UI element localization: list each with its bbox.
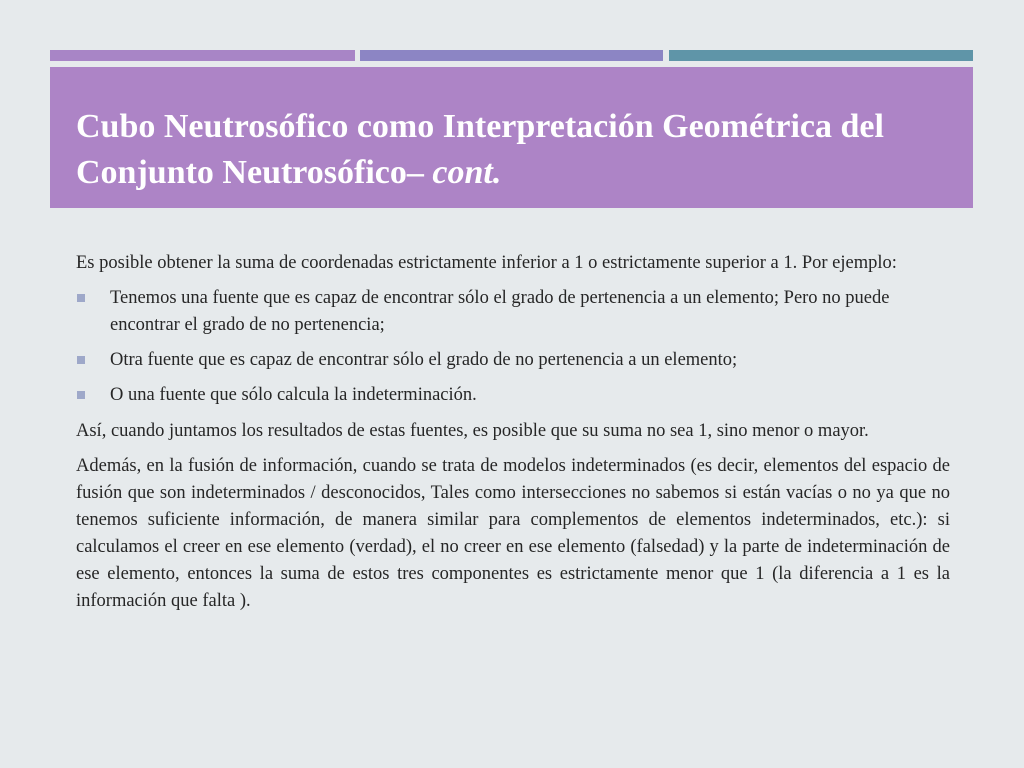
top-bar-3 [669, 50, 973, 61]
square-bullet-icon [77, 356, 85, 364]
decorative-top-bars [50, 50, 973, 61]
bullet-item [76, 347, 950, 374]
square-bullet-icon [77, 294, 85, 302]
top-bar-1 [50, 50, 355, 61]
intro-paragraph: Es posible obtener la suma de coordenadas estrictamente inferior a 1 o estrictamente superior a 1. Por ejemplo: [76, 253, 897, 273]
title-banner [50, 67, 973, 208]
slide-title [76, 104, 947, 196]
slide-body [76, 250, 950, 623]
bullet-text: Tenemos una fuente que es capaz de encontrar sólo el grado de pertenencia a un elemento; Pero no puede encontrar el grado de no pertenencia; [110, 288, 890, 335]
square-bullet-icon [77, 391, 85, 399]
bullet-text: O una fuente que sólo calcula la indeterminación. [110, 385, 477, 405]
slide-title-main: Cubo Neutrosófico como Interpretación Geométrica del Conjunto Neutrosófico– [76, 108, 884, 191]
bullet-text: Otra fuente que es capaz de encontrar sólo el grado de no pertenencia a un elemento; [110, 350, 738, 370]
paragraph-results: Así, cuando juntamos los resultados de estas fuentes, es posible que su suma no sea 1, sino menor o mayor. [76, 421, 869, 441]
bullet-item [76, 285, 950, 339]
slide-title-italic: cont. [432, 154, 502, 191]
bullet-item [76, 382, 950, 409]
top-bar-2 [360, 50, 663, 61]
paragraph-fusion: Además, en la fusión de información, cuando se trata de modelos indeterminados (es decir, elementos del espacio de fusión que son indeterminados / desconocidos, Tales como intersecciones no sabemos si están vacías o no ya que no tenemos suficiente información, de manera similar para complementos de elementos indeterminados, etc.): si calculamos el creer en ese elemento (verdad), el no creer en ese elemento (falsedad) y la parte de indeterminación de ese elemento, entonces la suma de estos tres componentes es estrictamente menor que 1 (la diferencia a 1 es la información que falta ). [76, 456, 950, 611]
